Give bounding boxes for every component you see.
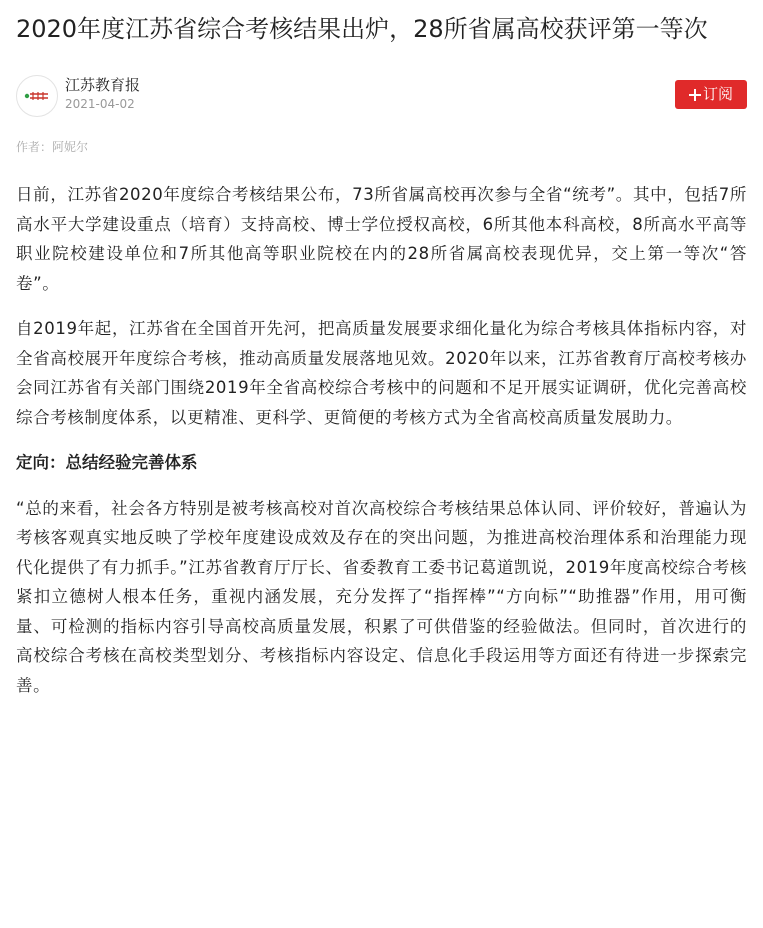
paragraph: 自2019年起，江苏省在全国首开先河，把高质量发展要求细化量化为综合考核具体指标内容，对全省高校展开年度综合考核，推动高质量发展落地见效。2020年以来，江苏省教育厅高校考核办会同江苏省有关部门围绕2019年全省高校综合考核中的问题和不足开展实证调研，优化完善高校综合考核制度体系，以更精准、更科学、更简便的考核方式为全省高校高质量发展助力。 [16,319,747,427]
paragraph: “总的来看，社会各方特别是被考核高校对首次高校综合考核结果总体认同、评价较好，普遍认为考核客观真实地反映了学校年度建设成效及存在的突出问题，为推进高校治理体系和治理能力现代化提供了有力抓手。”江苏省教育厅厅长、省委教育工委书记葛道凯说，2019年度高校综合考核紧扣立德树人根本任务，重视内涵发展，充分发挥了“指挥棒”“方向标”“助推器”作用，用可衡量、可检测的指标内容引导高校高质量发展，积累了可供借鉴的经验做法。但同时，首次进行的高校综合考核在高校类型划分、考核指标内容设定、信息化手段运用等方面还有待进一步探索完善。 [16,498,747,695]
author-line: 作者：阿妮尔 [16,140,89,154]
section-heading: 定向：总结经验完善体系 [16,453,198,472]
paragraph: 日前，江苏省2020年度综合考核结果公布，73所省属高校再次参与全省“统考”。其中，包括7所高水平大学建设重点（培育）支持高校、博士学位授权高校，6所其他本科高校，8所高水平高等职业院校建设单位和7所其他高等职业院校在内的28所省属高校表现优异，交上第一等次“答卷”。 [16,185,747,293]
source-bar [16,75,747,123]
plus-icon [689,89,701,101]
article [16,0,747,716]
article-title: 2020年度江苏省综合考核结果出炉，28所省属高校获评第一等次 [16,15,708,43]
subscribe-button[interactable] [675,80,747,109]
article-body [16,180,747,700]
subscribe-label: 订阅 [702,86,733,103]
source-name[interactable]: 江苏教育报 [65,76,141,94]
source-logo-icon [18,77,56,115]
publish-date: 2021-04-02 [65,97,135,111]
source-avatar[interactable] [16,75,58,117]
